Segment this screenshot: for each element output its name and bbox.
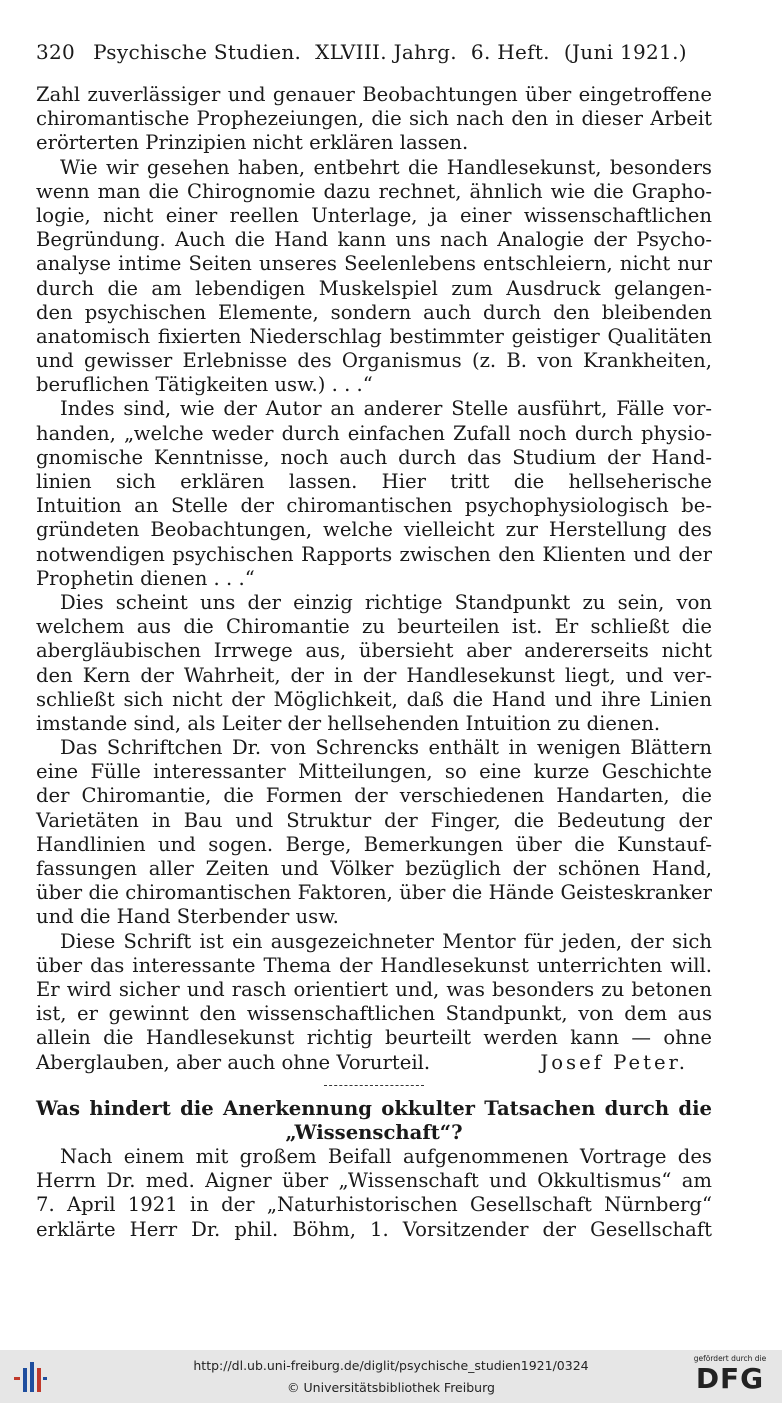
article-text-boehm — [36, 1145, 712, 1242]
text-line: erklärte Herr Dr. phil. Böhm, 1. Vorsitzender der Gesellschaft — [36, 1217, 712, 1241]
dfg-logo-text: DFG — [695, 1362, 765, 1395]
text-line: und die Hand Sterbender usw. — [36, 905, 339, 929]
text-line: handen, „welche weder durch einfachen Zufall noch durch physio- — [36, 421, 712, 445]
text-line: beruflichen Tätigkeiten usw.) . . .“ — [36, 373, 373, 397]
text-line: Handlinien und sogen. Berge, Bemerkungen über die Kunstauf- — [36, 832, 712, 856]
text-line: notwendigen psychischen Rapports zwischen den Klienten und der — [36, 542, 712, 566]
source-url[interactable]: http://dl.ub.uni-freiburg.de/diglit/psychische_studien1921/0324 — [193, 1358, 589, 1373]
text-line: welchem aus die Chiromantie zu beurteilen ist. Er schließt die — [36, 615, 712, 639]
text-line: analyse intime Seiten unseres Seelenlebens entschleiern, nicht nur — [36, 252, 712, 276]
digitization-footer — [0, 1350, 782, 1403]
text-line: Begründung. Auch die Hand kann uns nach Analogie der Psycho- — [36, 228, 712, 252]
text-line: den Kern der Wahrheit, der in der Handlesekunst liegt, und ver- — [36, 663, 712, 687]
text-line: ist, er gewinnt den wissenschaftlichen Standpunkt, von dem aus — [36, 1002, 712, 1026]
text-line: chiromantische Prophezeiungen, die sich nach den in dieser Arbeit — [36, 107, 712, 131]
text-line: Zahl zuverlässiger und genauer Beobachtungen über eingetroffene — [36, 83, 712, 106]
article-text-peter — [36, 83, 712, 1051]
text-line: Varietäten in Bau und Struktur der Finger, die Bedeutung der — [36, 808, 712, 832]
text-line: und gewisser Erlebnisse des Organismus (z. B. von Krankheiten, — [36, 349, 712, 373]
running-head — [36, 40, 712, 64]
text-line: über das interessante Thema der Handlesekunst unterrichten will. — [36, 953, 712, 977]
signature-line — [36, 1051, 712, 1075]
section-separator: — — — — [36, 1075, 712, 1097]
text-line: 7. April 1921 in der „Naturhistorischen Gesellschaft Nürnberg“ — [36, 1193, 712, 1217]
volume-label: XLVIII. Jahrg. — [315, 40, 457, 64]
text-line: Nach einem mit großem Beifall aufgenommenen Vortrage des — [60, 1145, 712, 1169]
author-signature: Josef Peter. — [540, 1050, 688, 1074]
text-line: Diese Schrift ist ein ausgezeichneter Mentor für jeden, der sich — [60, 929, 712, 953]
text-line: eine Fülle interessanter Mitteilungen, so eine kurze Geschichte — [36, 760, 712, 784]
text-line: den psychischen Elemente, sondern auch durch den bleibenden — [36, 300, 712, 324]
signature-line-text: Aberglauben, aber auch ohne Vorurteil. — [36, 1050, 431, 1074]
text-line: fassungen aller Zeiten und Völker bezüglich der schönen Hand, — [36, 857, 712, 880]
issue-label: 6. Heft. — [470, 40, 550, 64]
text-line: Prophetin dienen . . .“ — [36, 566, 255, 590]
article-heading-line-2: „Wissenschaft“? — [285, 1120, 463, 1144]
body-text — [36, 83, 712, 1242]
text-line: Wie wir gesehen haben, entbehrt die Handlesekunst, besonders — [60, 155, 712, 179]
article-heading-line-1: Was hindert die Anerkennung okkulter Tatsachen durch die — [36, 1096, 712, 1120]
text-line: gründeten Beobachtungen, welche vielleicht zur Herstellung des — [36, 518, 712, 542]
text-line: imstande sind, als Leiter der hellsehenden Intuition zu dienen. — [36, 711, 661, 735]
text-line: Er wird sicher und rasch orientiert und, was besonders zu betonen — [36, 977, 712, 1001]
dfg-logo — [688, 1354, 772, 1400]
text-line: Das Schriftchen Dr. von Schrencks enthält in wenigen Blättern — [60, 736, 712, 760]
page-number: 320 — [36, 40, 76, 64]
text-line: abergläubischen Irrwege aus, übersieht aber andererseits nicht — [36, 639, 712, 663]
journal-title: Psychische Studien. — [93, 40, 302, 64]
text-line: anatomisch fixierten Niederschlag bestimmter geistiger Qualitäten — [36, 324, 712, 348]
text-line: Herrn Dr. med. Aigner über „Wissenschaft und Okkultismus“ am — [36, 1169, 712, 1193]
text-line: Intuition an Stelle der chiromantischen psychophysiologisch be- — [36, 494, 712, 518]
text-line: logie, nicht einer reellen Unterlage, ja einer wissenschaftlichen — [36, 203, 712, 227]
text-line: wenn man die Chirognomie dazu rechnet, ähnlich wie die Grapho- — [36, 179, 712, 203]
text-line: allein die Handlesekunst richtig beurteilt werden kann — ohne — [36, 1026, 712, 1050]
text-line: über die chiromantischen Faktoren, über die Hände Geisteskranker — [36, 881, 712, 905]
text-line: erörterten Prinzipien nicht erklären lassen. — [36, 131, 469, 155]
issue-date: (Juni 1921.) — [563, 40, 687, 64]
text-line: Indes sind, wie der Autor an anderer Stelle ausführt, Fälle vor- — [60, 397, 712, 421]
text-line: schließt sich nicht der Möglichkeit, daß die Hand und ihre Linien — [36, 687, 712, 711]
copyright-notice: © Universitätsbibliothek Freiburg — [287, 1380, 495, 1395]
text-line: gnomische Kenntnisse, noch auch durch das Studium der Hand- — [36, 445, 712, 469]
text-line: Dies scheint uns der einzig richtige Standpunkt zu sein, von — [60, 590, 712, 614]
text-line: der Chiromantie, die Formen der verschiedenen Handarten, die — [36, 784, 712, 808]
dfg-caption: gefördert durch die — [693, 1354, 767, 1363]
text-line: linien sich erklären lassen. Hier tritt die hellseherische — [36, 470, 712, 493]
text-line: durch die am lebendigen Muskelspiel zum Ausdruck gelangen- — [36, 276, 712, 300]
